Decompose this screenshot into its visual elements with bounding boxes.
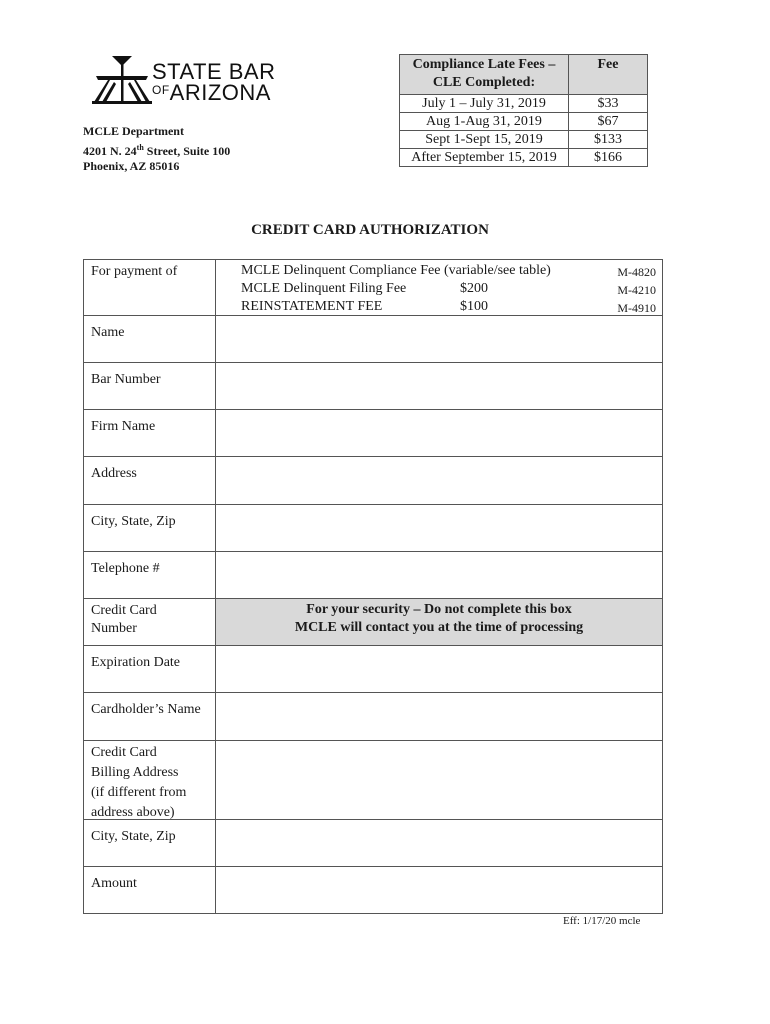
city-state-zip-label: City, State, Zip xyxy=(84,505,216,552)
late-fee-table xyxy=(399,54,648,167)
cardholder-label: Cardholder’s Name xyxy=(84,693,216,740)
name-field[interactable] xyxy=(216,316,662,363)
expiration-label: Expiration Date xyxy=(84,646,216,693)
street-address: 4201 N. 24th Street, Suite 100 xyxy=(83,142,231,158)
state-bar-logo xyxy=(92,52,292,112)
city-state-zip-field[interactable] xyxy=(216,505,662,552)
telephone-label: Telephone # xyxy=(84,552,216,599)
bar-number-field[interactable] xyxy=(216,363,662,410)
billing-city-state-zip-field[interactable] xyxy=(216,820,662,867)
name-label: Name xyxy=(84,316,216,363)
billing-city-row xyxy=(84,819,662,867)
credit-card-number-row xyxy=(84,598,662,646)
bar-number-row xyxy=(84,362,662,410)
authorization-form xyxy=(83,259,663,914)
logo-line-arizona: ARIZONA xyxy=(169,80,271,105)
logo-line-state-bar: STATE BAR xyxy=(152,59,276,84)
mcle-address xyxy=(83,124,230,175)
security-notice-box: For your security – Do not complete this box MCLE will contact you at the time of processing xyxy=(216,599,662,646)
credit-card-number-label: Credit Card Number xyxy=(84,599,216,646)
payment-code: M-4820 xyxy=(617,265,656,279)
fee-table-row: Aug 1-Aug 31, 2019 $67 xyxy=(400,113,648,131)
telephone-row xyxy=(84,551,662,599)
city-state-zip-row xyxy=(84,504,662,552)
city-address: Phoenix, AZ 85016 xyxy=(83,159,180,173)
firm-name-label: Firm Name xyxy=(84,410,216,457)
name-row xyxy=(84,315,662,363)
payment-code: M-4210 xyxy=(617,283,656,297)
fee-table-period-header: Compliance Late Fees – CLE Completed: xyxy=(400,55,569,95)
billing-city-state-zip-label: City, State, Zip xyxy=(84,820,216,867)
firm-name-field[interactable] xyxy=(216,410,662,457)
firm-name-row xyxy=(84,409,662,457)
expiration-row xyxy=(84,645,662,693)
payment-code: M-4910 xyxy=(617,301,656,315)
payment-amount: $100 xyxy=(460,299,488,314)
address-label: Address xyxy=(84,457,216,504)
fee-table-row: July 1 – July 31, 2019 $33 xyxy=(400,95,648,113)
effective-date-footer: Eff: 1/17/20 mcle xyxy=(563,915,641,927)
logo-of: OF xyxy=(152,83,170,97)
expiration-field[interactable] xyxy=(216,646,662,693)
billing-address-field[interactable] xyxy=(216,741,662,820)
amount-row xyxy=(84,866,662,914)
department-name: MCLE Department xyxy=(83,124,184,138)
payment-label: For payment of xyxy=(84,260,216,327)
amount-field[interactable] xyxy=(216,867,662,914)
payment-option-filing: MCLE Delinquent Filing Fee xyxy=(241,281,407,296)
address-field[interactable] xyxy=(216,457,662,504)
amount-label: Amount xyxy=(84,867,216,914)
page-title: CREDIT CARD AUTHORIZATION xyxy=(251,222,489,238)
payment-option-compliance: MCLE Delinquent Compliance Fee (variable/see table) xyxy=(241,263,551,278)
scales-of-justice-icon xyxy=(92,52,152,110)
fee-table-fee-header: Fee xyxy=(569,55,648,95)
payment-option-reinstatement: REINSTATEMENT FEE xyxy=(241,299,383,314)
bar-number-label: Bar Number xyxy=(84,363,216,410)
fee-table-row: Sept 1-Sept 15, 2019 $133 xyxy=(400,131,648,149)
fee-table-row: After September 15, 2019 $166 xyxy=(400,149,648,167)
cardholder-row xyxy=(84,692,662,740)
payment-amount: $200 xyxy=(460,281,488,296)
address-row xyxy=(84,456,662,504)
billing-address-label: Credit Card Billing Address (if different from address above) xyxy=(84,741,216,820)
billing-address-row xyxy=(84,740,662,820)
cardholder-field[interactable] xyxy=(216,693,662,740)
telephone-field[interactable] xyxy=(216,552,662,599)
